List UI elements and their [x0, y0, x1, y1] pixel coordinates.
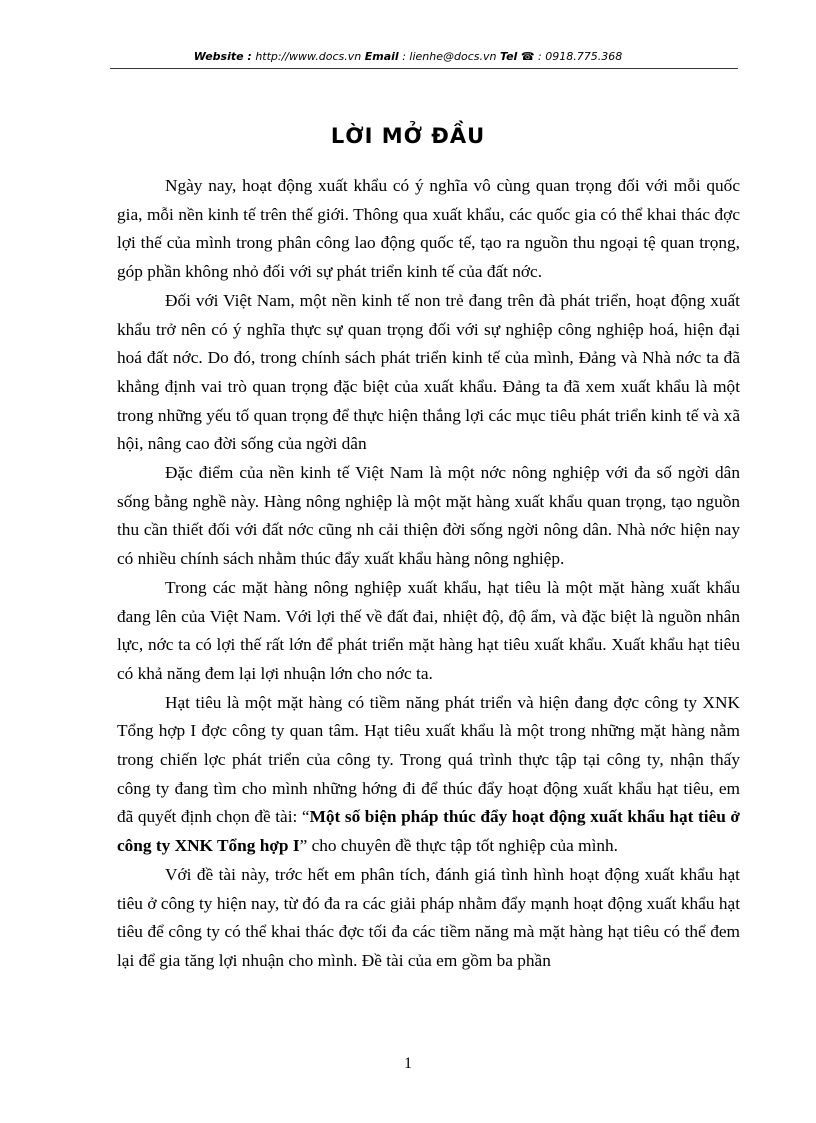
tel-number: : 0918.775.368	[538, 50, 623, 63]
paragraph-text: ” cho chuyên đề thực tập tốt nghiệp của mình.	[299, 836, 619, 856]
paragraph: Đặc điểm của nền kinh tế Việt Nam là một nớc nông nghiệp với đa số ngời dân sống bằng nghề này. Hàng nông nghiệp là một mặt hàng xuất khẩu quan trọng, tạo nguồn thu cần thiết đối với đất nớc cũng nh cải thiện đời sống ngời nông dân. Nhà nớc hiện nay có nhiều chính sách nhằm thúc đẩy xuất khẩu hàng nông nghiệp.	[117, 463, 740, 569]
phone-icon: ☎	[520, 50, 535, 63]
header-divider	[110, 68, 738, 69]
email-address: : lienhe@docs.vn	[402, 50, 497, 63]
page-title: LỜI MỞ ĐẦU	[330, 124, 486, 148]
page-header	[0, 50, 816, 63]
document-body	[117, 172, 740, 976]
paragraph-topic	[117, 689, 740, 861]
paragraph: Với đề tài này, trớc hết em phân tích, đánh giá tình hình hoạt động xuất khẩu hạt tiêu ở công ty hiện nay, từ đó đa ra các giải pháp nhằm đẩy mạnh hoạt động xuất khẩu hạt tiêu để công ty có thể khai thác đợc tối đa các tiềm năng mà mặt hàng hạt tiêu có thể đem lại để gia tăng lợi nhuận cho mình. Đề tài của em gồm ba phần	[117, 864, 740, 970]
website-label: Website :	[193, 50, 252, 63]
paragraph: Ngày nay, hoạt động xuất khẩu có ý nghĩa vô cùng quan trọng đối với mỗi quốc gia, mỗi nền kinh tế trên thế giới. Thông qua xuất khẩu, các quốc gia có thể khai thác đợc lợi thế của mình trong phân công lao động quốc tế, tạo ra nguồn thu ngoại tệ quan trọng, góp phần không nhỏ đối với sự phát triển kinh tế của đất nớc.	[117, 176, 740, 282]
thesis-topic: Một số biện pháp thúc đẩy hoạt động xuất khẩu hạt tiêu ở công ty XNK Tổng hợp I	[117, 807, 740, 856]
paragraph-text: Hạt tiêu là một mặt hàng có tiềm năng phát triển và hiện đang đợc công ty XNK Tổng hợp I đợc công ty quan tâm. Hạt tiêu xuất khẩu là một trong những mặt hàng nằm trong chiến lợc phát triển của công ty. Trong quá trình thực tập tại công ty, nhận thấy công ty đang tìm cho mình những hớng đi để thúc đẩy hoạt động xuất khẩu hạt tiêu, em đã quyết định chọn đề tài: “	[117, 692, 740, 827]
page-number: 1	[404, 1055, 412, 1072]
paragraph: Đối với Việt Nam, một nền kinh tế non trẻ đang trên đà phát triển, hoạt động xuất khẩu trở nên có ý nghĩa thực sự quan trọng đối với sự nghiệp công nghiệp hoá, hiện đại hoá đất nớc. Do đó, trong chính sách phát triển kinh tế của mình, Đảng và Nhà nớc ta đã khẳng định vai trò quan trọng đặc biệt của xuất khẩu. Đảng ta đã xem xuất khẩu là một trong những yếu tố quan trọng để thực hiện thắng lợi các mục tiêu phát triển kinh tế và xã hội, nâng cao đời sống của ngời dân	[117, 290, 740, 454]
email-label: Email	[364, 50, 399, 63]
tel-label: Tel	[499, 50, 518, 63]
website-url: http://www.docs.vn	[255, 50, 362, 63]
paragraph: Trong các mặt hàng nông nghiệp xuất khẩu, hạt tiêu là một mặt hàng xuất khẩu đang lên của Việt Nam. Với lợi thế về đất đai, nhiệt độ, độ ẩm, và đặc biệt là nguồn nhân lực, nớc ta có lợi thế rất lớn để phát triển mặt hàng hạt tiêu xuất khẩu. Xuất khẩu hạt tiêu có khả năng đem lại lợi nhuận lớn cho nớc ta.	[117, 577, 740, 683]
